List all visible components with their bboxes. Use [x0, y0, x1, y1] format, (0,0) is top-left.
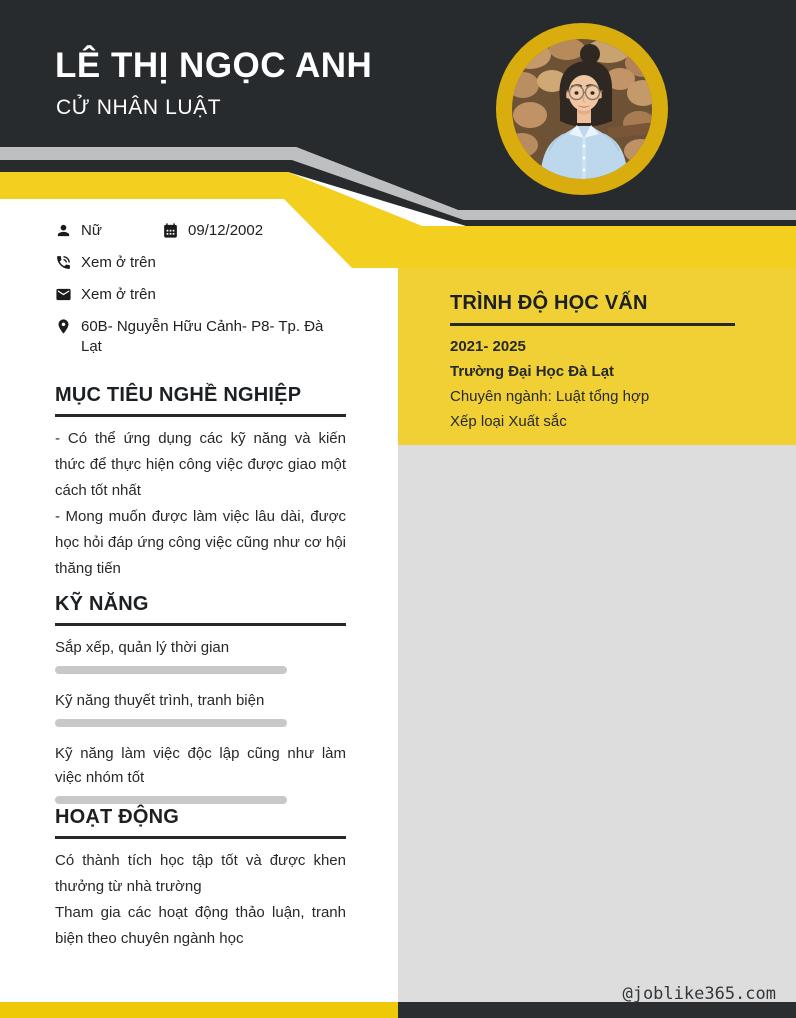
address-value: 60B- Nguyễn Hữu Cảnh- P8- Tp. Đà Lạt: [81, 318, 324, 355]
right-panel-yellow-top: [398, 226, 796, 268]
section-objective: [55, 384, 346, 582]
gender-value: Nữ: [81, 222, 102, 239]
birthday-item: [162, 221, 263, 241]
education-period: 2021- 2025: [450, 338, 526, 355]
contact-row-address: [55, 317, 360, 357]
email-value: Xem ở trên: [81, 286, 156, 303]
education-major: Chuyên ngành: Luật tổng hợp: [450, 388, 650, 405]
skill-label: Sắp xếp, quản lý thời gian: [55, 639, 230, 656]
skill-bar: [55, 796, 287, 804]
location-pin-icon: [55, 318, 72, 335]
skill-label: Kỹ năng thuyết trình, tranh biện: [55, 692, 265, 709]
watermark: @joblike365.com: [622, 984, 776, 1004]
activities-title: HOẠT ĐỘNG: [55, 806, 346, 839]
footer-bar-dark: [398, 1002, 796, 1018]
contact-row-gender-birthday: [55, 221, 360, 241]
objective-line: - Có thể ứng dụng các kỹ năng và kiến thức để thực hiện công việc được giao một cách tốt nhất: [55, 430, 346, 499]
phone-icon: [55, 254, 72, 271]
education-school: Trường Đại Học Đà Lạt: [450, 363, 615, 380]
objective-line: - Mong muốn được làm việc lâu dài, được học hỏi đáp ứng công việc cũng như cơ hội thăng tiến: [55, 508, 346, 577]
activity-line: Tham gia các hoạt động thảo luận, tranh biện theo chuyên ngành học: [55, 904, 346, 947]
profile-photo: [496, 23, 668, 195]
footer-bar-yellow: [0, 1002, 398, 1018]
skill-item: [55, 742, 346, 804]
phone-value: Xem ở trên: [81, 254, 156, 271]
skills-title: KỸ NĂNG: [55, 593, 346, 626]
skill-item: [55, 689, 346, 727]
contact-info: [55, 221, 360, 369]
email-icon: [55, 286, 72, 303]
calendar-icon: [162, 222, 179, 239]
section-skills: [55, 593, 346, 819]
section-education: [450, 292, 735, 430]
person-icon: [55, 222, 72, 239]
skill-item: [55, 636, 346, 674]
contact-row-email: [55, 285, 360, 305]
objective-title: MỤC TIÊU NGHỀ NGHIỆP: [55, 384, 346, 417]
section-activities: [55, 806, 346, 952]
contact-row-phone: [55, 253, 360, 273]
page-title: LÊ THỊ NGỌC ANH: [55, 46, 373, 85]
education-title: TRÌNH ĐỘ HỌC VẤN: [450, 292, 735, 326]
activity-line: Có thành tích học tập tốt và được khen thưởng từ nhà trường: [55, 852, 346, 895]
job-title: CỬ NHÂN LUẬT: [56, 96, 222, 119]
skill-bar: [55, 666, 287, 674]
birthday-value: 09/12/2002: [188, 222, 264, 239]
education-grade: Xếp loại Xuất sắc: [450, 413, 567, 430]
skill-label: Kỹ năng làm việc độc lập cũng như làm việc nhóm tốt: [55, 745, 346, 786]
skill-bar: [55, 719, 287, 727]
right-panel-gray: [398, 445, 796, 1002]
